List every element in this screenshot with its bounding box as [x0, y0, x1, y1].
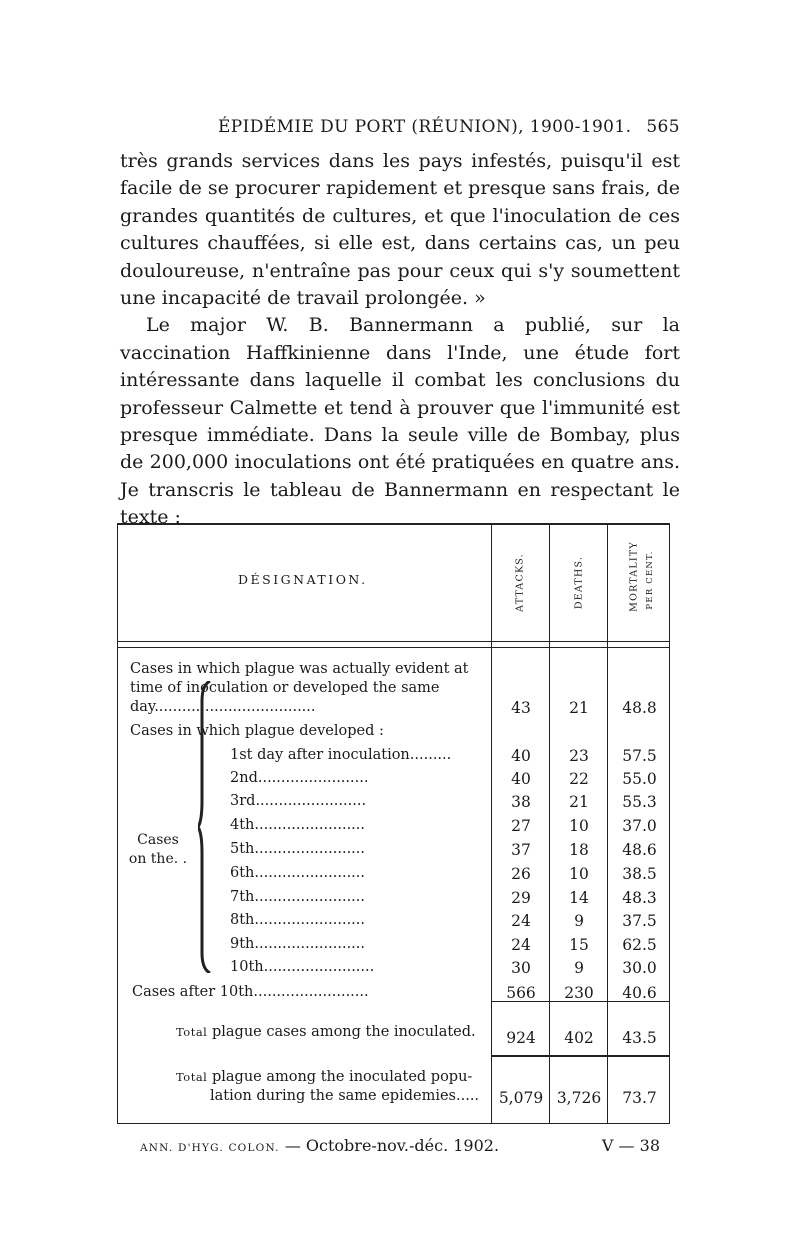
day-row-deaths: 23 [569, 747, 589, 765]
day-row-label: 3rd........................ [230, 793, 367, 809]
day-row-deaths: 10 [569, 817, 589, 835]
total-inoculated-mortality: 43.5 [622, 1029, 657, 1047]
header-rule-second [118, 647, 669, 648]
total-inoculated-label [176, 1024, 476, 1040]
day-row-attacks: 29 [511, 889, 531, 907]
total-population-deaths: 3,726 [556, 1089, 602, 1107]
row-same-day-deaths: 21 [569, 699, 589, 717]
page-number: 565 [646, 117, 680, 137]
total-population-label-2: lation during the same epidemies..... [210, 1088, 480, 1104]
header-deaths: DEATHS. [573, 555, 585, 610]
total-prefix: Total [176, 1070, 208, 1084]
day-row-mortality: 62.5 [622, 936, 657, 954]
page-footer [140, 1136, 660, 1160]
day-row-deaths: 15 [569, 936, 589, 954]
mortality-table [117, 523, 670, 1124]
day-row-deaths: 21 [569, 793, 589, 811]
footer-signature: V — 38 [601, 1136, 660, 1155]
day-row-label: 8th........................ [230, 912, 366, 928]
header-per-cent: PER CENT. [645, 550, 655, 610]
curly-brace [198, 681, 212, 973]
day-row-label: 7th........................ [230, 889, 366, 905]
total-population-attacks: 5,079 [498, 1089, 544, 1107]
day-row-mortality: 37.0 [622, 817, 657, 835]
header-designation: DÉSIGNATION. [238, 572, 368, 587]
header-attacks: ATTACKS. [514, 553, 526, 612]
day-row-attacks: 38 [511, 793, 531, 811]
day-row-deaths: 22 [569, 770, 589, 788]
body-text [120, 148, 680, 532]
day-row-label: 2nd........................ [230, 770, 369, 786]
row-same-day-label-2: time of inoculation or developed the same [130, 680, 440, 696]
day-row-label: 9th........................ [230, 936, 366, 952]
row-same-day-mortality: 48.8 [622, 699, 657, 717]
footer-journal-line [140, 1136, 499, 1155]
cases-on-the-line-1: Cases [137, 832, 179, 848]
row-after-attacks: 566 [506, 984, 536, 1002]
total-population-mortality: 73.7 [622, 1089, 657, 1107]
row-same-day-label-3: day................................... [130, 699, 316, 715]
total-inoculated-attacks: 924 [506, 1029, 536, 1047]
day-row-label: 6th........................ [230, 865, 366, 881]
day-row-attacks: 37 [511, 841, 531, 859]
cases-on-the-label [121, 831, 195, 869]
row-after-deaths: 230 [564, 984, 594, 1002]
day-row-mortality: 37.5 [622, 912, 657, 930]
paragraph-2: Le major W. B. Bannermann a publié, sur la vaccination Haffkinienne dans l'Inde, une étude fort intéressante dans laquelle il combat les conclusions du professeur Calmette et tend à prouver que l'immunité est presque immédiate. Dans la seule ville de Bombay, plus de 200,000 inoculations ont été pratiquées en quatre ans. Je transcris le tableau de Bannermann en respectant le texte : [120, 314, 680, 529]
footer-journal: ANN. D'HYG. COLON. [140, 1142, 280, 1154]
day-row-label: 10th........................ [230, 959, 375, 975]
day-row-mortality: 30.0 [622, 959, 657, 977]
row-after-mortality: 40.6 [622, 984, 657, 1002]
running-head [120, 117, 680, 141]
day-row-mortality: 55.3 [622, 793, 657, 811]
day-row-mortality: 48.3 [622, 889, 657, 907]
total-inoculated-deaths: 402 [564, 1029, 594, 1047]
footer-date: — Octobre-nov.-déc. 1902. [284, 1136, 500, 1155]
developed-label: Cases in which plague developed : [130, 723, 384, 739]
day-row-attacks: 27 [511, 817, 531, 835]
day-row-mortality: 48.6 [622, 841, 657, 859]
day-row-deaths: 10 [569, 865, 589, 883]
total-prefix: Total [176, 1025, 208, 1039]
day-row-deaths: 18 [569, 841, 589, 859]
header-rule [118, 641, 669, 642]
day-row-attacks: 24 [511, 912, 531, 930]
day-row-attacks: 26 [511, 865, 531, 883]
running-head-title: ÉPIDÉMIE DU PORT (RÉUNION), 1900-1901. [218, 117, 632, 137]
day-row-deaths: 9 [574, 912, 584, 930]
cases-on-the-line-2: on the. . [128, 851, 188, 867]
day-row-mortality: 57.5 [622, 747, 657, 765]
total-population-label-1 [176, 1069, 472, 1085]
day-row-label: 1st day after inoculation......... [230, 747, 452, 763]
day-row-deaths: 14 [569, 889, 589, 907]
header-mortality: MORTALITY [628, 541, 640, 612]
day-row-mortality: 38.5 [622, 865, 657, 883]
day-row-deaths: 9 [574, 959, 584, 977]
day-row-attacks: 40 [511, 747, 531, 765]
day-row-label: 5th........................ [230, 841, 366, 857]
day-row-attacks: 40 [511, 770, 531, 788]
row-same-day-attacks: 43 [511, 699, 531, 717]
paragraph-1: très grands services dans les pays infestés, puisqu'il est facile de se procurer rapidement et presque sans frais, de grandes quantités de cultures, et que l'inoculation de ces cultures chauffées, si elle est, dans certains cas, un peu douloureuse, n'entraîne pas pour ceux qui s'y soumettent une incapacité de travail prolongée. » [120, 150, 680, 310]
day-row-attacks: 24 [511, 936, 531, 954]
day-row-label: 4th........................ [230, 817, 366, 833]
total-inoculated-rest: plague cases among the inoculated. [207, 1024, 476, 1040]
row-same-day-label-1: Cases in which plague was actually evident at [130, 661, 469, 677]
row-after-label: Cases after 10th......................... [132, 984, 369, 1000]
total-population-rest: plague among the inoculated popu- [207, 1069, 473, 1085]
day-row-attacks: 30 [511, 959, 531, 977]
total-rule [491, 1055, 669, 1057]
day-row-mortality: 55.0 [622, 770, 657, 788]
